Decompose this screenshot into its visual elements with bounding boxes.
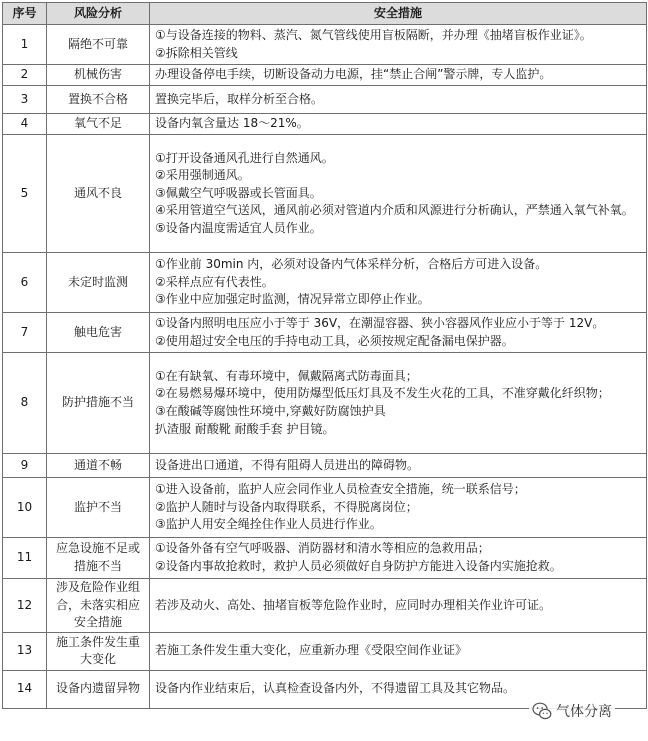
risk-cell: 未定时监测 bbox=[47, 253, 150, 313]
measure-line: ②拆除相关管线 bbox=[155, 45, 238, 60]
risk-cell: 机械伤害 bbox=[47, 65, 150, 86]
measure-line: 设备进出口通道，不得有阻碍人员进出的障碍物。 bbox=[155, 457, 420, 472]
measure-line: 若施工条件发生重大变化，应重新办理《受限空间作业证》 bbox=[155, 643, 468, 658]
measures-cell bbox=[150, 353, 647, 454]
measure-line: 置换完毕后，取样分析至合格。 bbox=[155, 91, 324, 106]
measure-line: ①与设备连接的物料、蒸汽、氮气管线使用盲板隔断，并办理《抽堵盲板作业证》。 bbox=[155, 27, 592, 42]
table-row bbox=[3, 454, 647, 478]
risk-cell: 通道不畅 bbox=[47, 454, 150, 478]
table-row bbox=[3, 135, 647, 253]
measures-cell bbox=[150, 114, 647, 135]
measure-line: ①在有缺氧、有毒环境中，佩戴隔离式防毒面具； bbox=[155, 368, 418, 383]
row-number: 1 bbox=[3, 25, 47, 65]
watermark bbox=[529, 700, 615, 722]
table-row bbox=[3, 632, 647, 670]
table-row bbox=[3, 579, 647, 633]
measure-line: ②在易燃易爆环境中，使用防爆型低压灯具及不发生火花的工具，不准穿戴化纤织物； bbox=[155, 386, 610, 401]
measure-line: ⑤设备内温度需适宜人员作业。 bbox=[155, 220, 322, 235]
table-row bbox=[3, 353, 647, 454]
measure-line: ③作业中应加强定时监测，情况异常立即停止作业。 bbox=[155, 292, 430, 307]
row-number: 5 bbox=[3, 135, 47, 253]
measure-line: ②设备内事故抢救时，救护人员必须做好自身防护方能进入设备内实施抢救。 bbox=[155, 559, 562, 573]
measures-cell bbox=[150, 65, 647, 86]
risk-cell: 应急设施不足或措施不当 bbox=[47, 538, 150, 579]
row-number: 8 bbox=[3, 353, 47, 454]
row-number: 11 bbox=[3, 538, 47, 579]
measure-line: ②监护人随时与设备内取得联系，不得脱离岗位； bbox=[155, 499, 418, 514]
measure-line: ③在酸碱等腐蚀性环境中,穿戴好防腐蚀护具 bbox=[155, 404, 386, 418]
measure-line: ①进入设备前，监护人应会同作业人员检查安全措施，统一联系信号； bbox=[155, 482, 526, 497]
measure-line: ③佩戴空气呼吸器或长管面具。 bbox=[155, 185, 322, 200]
row-number: 12 bbox=[3, 579, 47, 633]
row-number: 13 bbox=[3, 632, 47, 670]
measures-cell bbox=[150, 25, 647, 65]
measures-cell bbox=[150, 579, 647, 633]
measure-line: 设备内氧含量达 18～21%。 bbox=[155, 116, 309, 131]
row-number: 4 bbox=[3, 114, 47, 135]
risk-cell: 施工条件发生重大变化 bbox=[47, 632, 150, 670]
table-header-row bbox=[3, 3, 647, 25]
measure-line: ②使用超过安全电压的手持电动工具，必须按规定配备漏电保护器。 bbox=[155, 333, 514, 348]
measures-cell bbox=[150, 253, 647, 313]
header-no: 序号 bbox=[3, 3, 47, 25]
row-number: 3 bbox=[3, 86, 47, 114]
table-row bbox=[3, 253, 647, 313]
measures-cell bbox=[150, 313, 647, 353]
row-number: 2 bbox=[3, 65, 47, 86]
row-number: 7 bbox=[3, 313, 47, 353]
table-row bbox=[3, 114, 647, 135]
risk-cell: 防护措施不当 bbox=[47, 353, 150, 454]
measure-line: 办理设备停电手续，切断设备动力电源，挂“禁止合闸”警示牌，专人监护。 bbox=[155, 67, 552, 82]
measure-line: ①设备外备有空气呼吸器、消防器材和清水等相应的急救用品； bbox=[155, 541, 490, 556]
risk-cell: 置换不合格 bbox=[47, 86, 150, 114]
wechat-icon bbox=[532, 701, 552, 721]
measure-line: ①打开设备通风孔进行自然通风。 bbox=[155, 150, 334, 165]
measure-line: ①作业前 30min 内，必须对设备内气体采样分析，合格后方可进入设备。 bbox=[155, 257, 548, 272]
row-number: 6 bbox=[3, 253, 47, 313]
safety-measures-table bbox=[2, 2, 647, 709]
risk-cell: 触电危害 bbox=[47, 313, 150, 353]
measure-line: ④采用管道空气送风，通风前必须对管道内介质和风源进行分析确认，严禁通入氧气补氧。 bbox=[155, 203, 634, 218]
table-row bbox=[3, 538, 647, 579]
measure-line: ②采样点应有代表性。 bbox=[155, 274, 274, 289]
risk-cell: 监护不当 bbox=[47, 478, 150, 538]
measures-cell bbox=[150, 135, 647, 253]
measures-cell bbox=[150, 86, 647, 114]
risk-cell: 隔绝不可靠 bbox=[47, 25, 150, 65]
risk-cell: 氧气不足 bbox=[47, 114, 150, 135]
measure-line: 设备内作业结束后，认真检查设备内外，不得遗留工具及其它物品。 bbox=[155, 681, 516, 696]
measure-line: 若涉及动火、高处、抽堵盲板等危险作业时，应同时办理相关作业许可证。 bbox=[155, 597, 552, 612]
measure-line: ③监护人用安全绳拴住作业人员进行作业。 bbox=[155, 517, 382, 532]
measure-line: ①设备内照明电压应小于等于 36V，在潮湿容器、狭小容器风作业应小于等于 12V。 bbox=[155, 315, 605, 330]
table-row bbox=[3, 25, 647, 65]
measure-line: 扒渣服 耐酸靴 耐酸手套 护目镜。 bbox=[155, 421, 335, 436]
header-measures: 安全措施 bbox=[150, 3, 647, 25]
row-number: 10 bbox=[3, 478, 47, 538]
risk-cell: 通风不良 bbox=[47, 135, 150, 253]
table-row bbox=[3, 313, 647, 353]
watermark-text: 气体分离 bbox=[556, 704, 612, 720]
measure-line: ②采用强制通风。 bbox=[155, 168, 250, 183]
measures-cell bbox=[150, 454, 647, 478]
table-row bbox=[3, 478, 647, 538]
table-row bbox=[3, 86, 647, 114]
risk-cell: 涉及危险作业组合，未落实相应安全措施 bbox=[47, 579, 150, 633]
table-row bbox=[3, 65, 647, 86]
header-risk: 风险分析 bbox=[47, 3, 150, 25]
measures-cell bbox=[150, 538, 647, 579]
risk-cell: 设备内遗留异物 bbox=[47, 670, 150, 708]
row-number: 9 bbox=[3, 454, 47, 478]
measures-cell bbox=[150, 632, 647, 670]
row-number: 14 bbox=[3, 670, 47, 708]
measures-cell bbox=[150, 478, 647, 538]
